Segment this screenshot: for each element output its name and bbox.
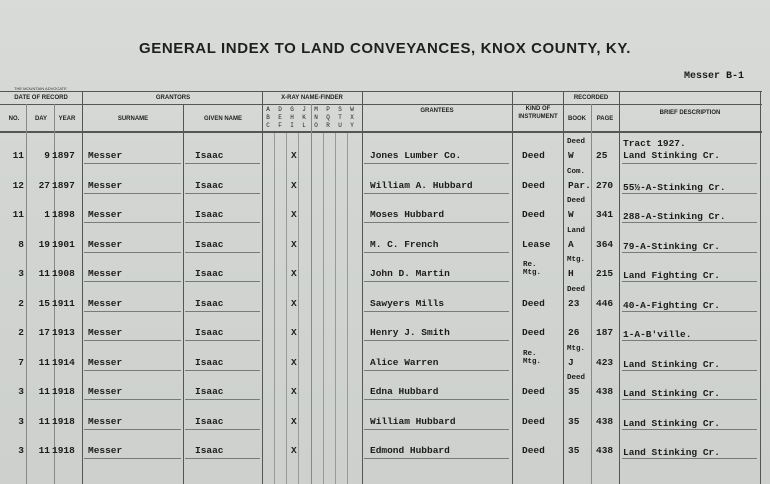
grantee-name: Alice Warren — [370, 356, 439, 368]
header-year: YEAR — [58, 116, 76, 122]
row-underline — [185, 252, 260, 253]
record-book: 26 — [568, 327, 580, 338]
record-year: 1914 — [52, 356, 75, 368]
record-day: 17 — [38, 327, 50, 338]
row-underline — [84, 429, 181, 430]
instrument-kind: Deed — [522, 327, 545, 338]
xray-letter: D — [278, 106, 282, 113]
xray-mark: X — [291, 415, 297, 427]
record-page: 438 — [596, 415, 614, 427]
record-day: 11 — [38, 386, 50, 397]
instrument-kind: Deed — [522, 297, 545, 309]
row-underline — [622, 163, 757, 164]
grantor-surname: Messer — [88, 268, 123, 279]
row-underline — [364, 311, 509, 312]
row-underline — [185, 222, 260, 223]
header-day: DAY — [34, 116, 48, 122]
row-underline — [185, 340, 260, 341]
xray-column-rule — [347, 133, 348, 484]
column-rule — [183, 104, 184, 484]
row-underline — [84, 311, 181, 312]
instrument-kind: Lease — [522, 238, 551, 250]
row-underline — [364, 340, 509, 341]
xray-column-rule — [323, 133, 324, 484]
record-no: 3 — [18, 268, 24, 279]
row-underline — [185, 193, 260, 194]
instrument-kind: Deed — [522, 209, 545, 220]
row-underline — [84, 340, 181, 341]
row-underline — [185, 370, 260, 371]
record-year: 1918 — [52, 386, 75, 397]
xray-column-rule — [298, 133, 299, 484]
grantee-name: William Hubbard — [370, 415, 456, 427]
record-day: 11 — [38, 445, 50, 456]
column-rule — [311, 104, 312, 484]
record-page: 270 — [596, 179, 614, 191]
header-book: BOOK — [568, 116, 586, 122]
header-date-of-record: DATE OF RECORD — [14, 95, 68, 101]
grantor-given-name: Isaac — [195, 209, 224, 220]
header-kind-of-instrument: KIND OF INSTRUMENT — [518, 106, 558, 120]
xray-letter: M — [314, 106, 318, 113]
header-brief-description: BRIEF DESCRIPTION — [659, 110, 721, 116]
header-bottom-rule — [0, 131, 762, 133]
header-top-rule — [0, 91, 762, 92]
book-note: Mtg. — [567, 344, 586, 353]
instrument-kind: Re. — [523, 349, 537, 358]
book-note: Mtg. — [567, 256, 586, 264]
column-rule — [262, 91, 263, 484]
record-no: 11 — [12, 209, 24, 220]
column-rule — [26, 104, 27, 484]
record-page: 446 — [596, 297, 614, 309]
publisher-imprint: THE MOUNTAIN ADVOCATE — [14, 86, 67, 91]
page-identifier: Messer B-1 — [683, 71, 744, 82]
brief-description: Land Stinking Cr. — [623, 388, 720, 399]
row-underline — [185, 311, 260, 312]
xray-letter: L — [302, 122, 306, 129]
column-rule — [619, 91, 620, 484]
xray-mark: X — [291, 179, 297, 191]
header-grantees: GRANTEES — [420, 108, 454, 114]
xray-mark: X — [291, 327, 297, 338]
brief-description: 1-A-B'ville. — [623, 329, 692, 340]
record-year: 1897 — [52, 179, 75, 191]
grantor-surname: Messer — [88, 209, 123, 220]
row-underline — [364, 370, 509, 371]
row-underline — [364, 458, 509, 459]
row-underline — [84, 193, 181, 194]
xray-mark: X — [291, 209, 297, 220]
grantee-name: Jones Lumber Co. — [370, 150, 462, 161]
grantee-name: Moses Hubbard — [370, 209, 445, 220]
record-day: 1 — [44, 209, 50, 220]
header-no: NO. — [8, 116, 20, 122]
grantor-surname: Messer — [88, 297, 123, 309]
record-no: 8 — [18, 238, 24, 250]
xray-letter: I — [290, 122, 294, 129]
record-no: 2 — [18, 297, 24, 309]
record-no: 3 — [18, 386, 24, 397]
record-book: J — [568, 356, 574, 368]
instrument-kind-2: Mtg. — [523, 269, 542, 277]
record-day: 19 — [38, 238, 50, 250]
row-underline — [364, 163, 509, 164]
grantor-given-name: Isaac — [195, 150, 224, 161]
xray-letter: P — [326, 106, 330, 113]
brief-description: 288-A-Stinking Cr. — [623, 211, 726, 222]
row-underline — [364, 193, 509, 194]
brief-description: 40-A-Fighting Cr. — [623, 299, 720, 311]
header-xray-name-finder: X-RAY NAME-FINDER — [281, 95, 343, 101]
instrument-kind: Deed — [522, 150, 545, 161]
brief-description: Land Fighting Cr. — [623, 270, 720, 281]
row-underline — [622, 222, 757, 223]
record-book: 35 — [568, 386, 580, 397]
column-rule — [362, 91, 363, 484]
header-surname: SURNAME — [117, 116, 149, 122]
grantor-given-name: Isaac — [195, 327, 224, 338]
instrument-kind: Deed — [522, 415, 545, 427]
record-year: 1898 — [52, 209, 75, 220]
row-underline — [622, 458, 757, 459]
grantor-surname: Messer — [88, 356, 123, 368]
xray-letter: F — [278, 122, 282, 129]
xray-letter: N — [314, 114, 318, 121]
grantor-surname: Messer — [88, 386, 123, 397]
row-underline — [622, 281, 757, 282]
xray-column-rule — [286, 133, 287, 484]
row-underline — [622, 399, 757, 400]
instrument-kind-2: Mtg. — [523, 357, 542, 366]
record-page: 438 — [596, 386, 614, 397]
book-note: Deed — [567, 285, 586, 294]
column-rule — [512, 91, 513, 484]
xray-letter: E — [278, 114, 282, 121]
page-title: GENERAL INDEX TO LAND CONVEYANCES, KNOX COUNTY, KY. — [138, 40, 632, 57]
record-page: 423 — [596, 356, 614, 368]
row-underline — [185, 281, 260, 282]
xray-letter: O — [314, 122, 318, 129]
xray-column-rule — [274, 133, 275, 484]
grantor-given-name: Isaac — [195, 179, 224, 191]
xray-letter: A — [266, 106, 270, 113]
instrument-kind: Deed — [522, 386, 545, 397]
xray-mark: X — [291, 150, 297, 161]
xray-letter: W — [350, 106, 354, 113]
grantee-name: William A. Hubbard — [370, 179, 473, 191]
grantee-name: Edna Hubbard — [370, 386, 439, 397]
brief-description: Land Stinking Cr. — [623, 447, 720, 458]
record-book: W — [568, 209, 574, 220]
grantor-surname: Messer — [88, 179, 123, 191]
grantor-given-name: Isaac — [195, 268, 224, 279]
record-book: H — [568, 268, 574, 279]
instrument-kind: Re. — [523, 261, 537, 269]
grantor-given-name: Isaac — [195, 238, 224, 250]
record-day: 11 — [38, 268, 50, 279]
record-no: 3 — [18, 415, 24, 427]
row-underline — [84, 163, 181, 164]
instrument-kind: Deed — [522, 179, 545, 191]
record-year: 1918 — [52, 415, 75, 427]
record-book: 23 — [568, 297, 580, 309]
xray-mark: X — [291, 445, 297, 456]
xray-mark: X — [291, 356, 297, 368]
xray-letter: B — [266, 114, 270, 121]
xray-mark: X — [291, 238, 297, 250]
record-no: 3 — [18, 445, 24, 456]
grantor-surname: Messer — [88, 415, 123, 427]
row-underline — [364, 399, 509, 400]
grantor-surname: Messer — [88, 327, 123, 338]
row-underline — [185, 429, 260, 430]
record-day: 15 — [38, 297, 50, 309]
header-recorded: RECORDED — [573, 95, 609, 101]
grantee-name: John D. Martin — [370, 268, 450, 279]
brief-description: 79-A-Stinking Cr. — [623, 240, 720, 252]
record-no: 2 — [18, 327, 24, 338]
row-underline — [622, 429, 757, 430]
row-underline — [622, 193, 757, 194]
grantor-given-name: Isaac — [195, 415, 224, 427]
xray-letter: X — [350, 114, 354, 121]
grantor-surname: Messer — [88, 445, 123, 456]
xray-mark: X — [291, 386, 297, 397]
row-underline — [364, 429, 509, 430]
xray-letter: Q — [326, 114, 330, 121]
row-underline — [364, 281, 509, 282]
row-underline — [364, 222, 509, 223]
record-year: 1897 — [52, 150, 75, 161]
book-note: Com. — [567, 167, 586, 176]
row-underline — [622, 340, 757, 341]
record-year: 1913 — [52, 327, 75, 338]
row-underline — [84, 458, 181, 459]
grantee-name: Sawyers Mills — [370, 297, 445, 309]
xray-letter: J — [302, 106, 306, 113]
record-page: 438 — [596, 445, 614, 456]
grantor-surname: Messer — [88, 150, 123, 161]
grantor-given-name: Isaac — [195, 445, 224, 456]
xray-mark: X — [291, 297, 297, 309]
row-underline — [84, 252, 181, 253]
brief-description: Land Stinking Cr. — [623, 417, 720, 429]
column-rule — [591, 104, 592, 484]
row-underline — [84, 222, 181, 223]
grantor-given-name: Isaac — [195, 386, 224, 397]
record-no: 7 — [18, 356, 24, 368]
book-note: Deed — [567, 138, 586, 146]
grantee-name: M. C. French — [370, 238, 439, 250]
header-page: PAGE — [596, 116, 614, 122]
row-underline — [84, 370, 181, 371]
xray-letter: H — [290, 114, 294, 121]
record-year: 1901 — [52, 238, 75, 250]
row-underline — [622, 311, 757, 312]
grantee-name: Edmond Hubbard — [370, 445, 450, 456]
book-note: Land — [567, 226, 586, 235]
brief-description: Tract 1927. — [623, 138, 686, 149]
header-mid-rule — [0, 104, 762, 105]
grantor-surname: Messer — [88, 238, 123, 250]
row-underline — [185, 458, 260, 459]
book-note: Deed — [567, 374, 586, 382]
row-underline — [84, 399, 181, 400]
header-given-name: GIVEN NAME — [203, 116, 242, 122]
record-book: 35 — [568, 445, 580, 456]
record-day: 11 — [38, 356, 50, 368]
record-page: 364 — [596, 238, 614, 250]
record-year: 1918 — [52, 445, 75, 456]
row-underline — [185, 163, 260, 164]
record-page: 341 — [596, 209, 614, 220]
grantor-given-name: Isaac — [195, 356, 224, 368]
record-day: 9 — [44, 150, 50, 161]
xray-letter: C — [266, 122, 270, 129]
xray-letter: G — [290, 106, 294, 113]
record-page: 187 — [596, 327, 614, 338]
record-book: A — [568, 238, 574, 250]
row-underline — [622, 252, 757, 253]
xray-letter: K — [302, 114, 306, 121]
xray-column-rule — [335, 133, 336, 484]
xray-letter: Y — [350, 122, 354, 129]
record-page: 215 — [596, 268, 614, 279]
xray-letter: R — [326, 122, 330, 129]
record-day: 11 — [38, 415, 50, 427]
brief-description-2: Land Stinking Cr. — [623, 150, 720, 161]
grantor-given-name: Isaac — [195, 297, 224, 309]
row-underline — [84, 281, 181, 282]
grantee-name: Henry J. Smith — [370, 327, 450, 338]
record-no: 11 — [12, 150, 24, 161]
record-day: 27 — [38, 179, 50, 191]
record-page: 25 — [596, 150, 608, 161]
xray-letter: U — [338, 122, 342, 129]
xray-letter: T — [338, 114, 342, 121]
book-note: Deed — [567, 197, 586, 205]
record-book: Par. — [568, 179, 591, 191]
column-rule — [760, 91, 761, 484]
instrument-kind: Deed — [522, 445, 545, 456]
column-rule — [563, 91, 564, 484]
column-rule — [54, 104, 55, 484]
record-year: 1908 — [52, 268, 75, 279]
header-grantors: GRANTORS — [155, 95, 191, 101]
column-rule — [82, 91, 83, 484]
record-book: 35 — [568, 415, 580, 427]
record-year: 1911 — [52, 297, 75, 309]
row-underline — [185, 399, 260, 400]
xray-mark: X — [291, 268, 297, 279]
brief-description: Land Stinking Cr. — [623, 358, 720, 370]
record-book: W — [568, 150, 574, 161]
xray-letter: S — [338, 106, 342, 113]
row-underline — [622, 370, 757, 371]
row-underline — [364, 252, 509, 253]
brief-description: 55½-A-Stinking Cr. — [623, 181, 726, 193]
record-no: 12 — [12, 179, 24, 191]
